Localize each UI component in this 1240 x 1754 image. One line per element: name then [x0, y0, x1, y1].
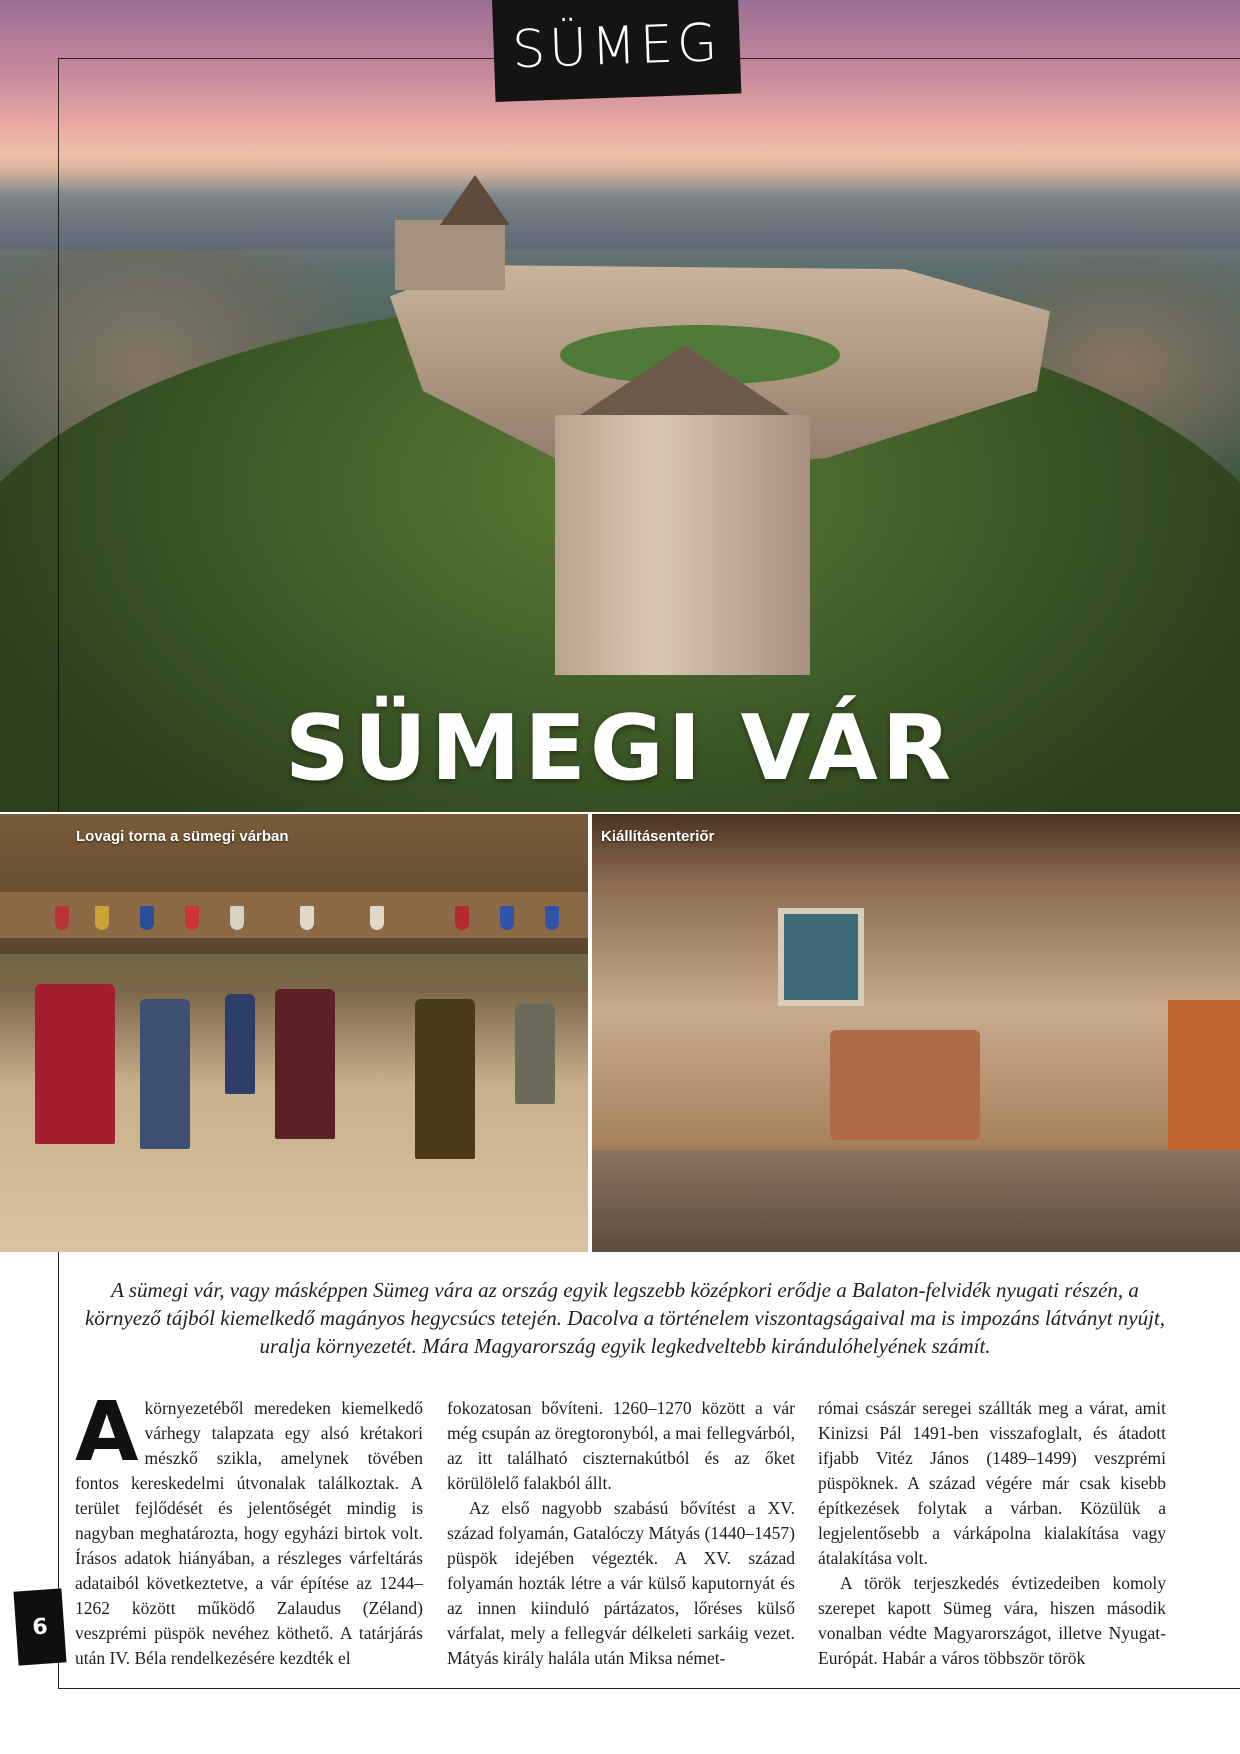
hero-title: SÜMEGI VÁR — [284, 696, 956, 801]
photo-caption-right: Kiállításenteriőr — [601, 828, 715, 845]
knight-figure — [515, 1004, 555, 1104]
shield-icon — [370, 906, 384, 930]
shield-icon — [95, 906, 109, 930]
shield-icon — [55, 906, 69, 930]
knight-figure — [35, 984, 115, 1144]
drop-cap: A — [75, 1385, 139, 1480]
distant-hills — [0, 190, 1240, 250]
intro-lead: A sümegi vár, vagy másképpen Sümeg vára az ország egyik legszebb középkori erődje a Balaton-felvidék nyugati részén, a környező tájból kiemelkedő magányos hegycsúcs tetején. Dacolva a történelem viszontagságaival ma is impozáns látványt nyújt, uralja környezetét. Mára Magyarország egyik legkedveltebb kirándulóhelyének számít. — [84, 1278, 1166, 1358]
tournament-photo — [0, 814, 588, 1252]
shield-icon — [140, 906, 154, 930]
article-column-1 — [75, 1385, 423, 1671]
page-number-badge — [13, 1588, 66, 1665]
knight-figure — [225, 994, 255, 1094]
section-tag-label: SÜMEG — [511, 13, 723, 81]
interior-bed — [830, 1030, 980, 1140]
knight-figure — [275, 989, 335, 1139]
knight-figure — [415, 999, 475, 1159]
section-tag — [492, 0, 741, 102]
shield-icon — [455, 906, 469, 930]
photo-caption-left: Lovagi torna a sümegi várban — [76, 828, 289, 845]
frame-line-bottom — [58, 1688, 1240, 1689]
knight-figure — [140, 999, 190, 1149]
article-text: környezetéből meredeken kiemelkedő várhegy talapzata egy alsó krétakori mészkő szikla, amelynek tövében fontos kereskedelmi útvonalak találkoztak. A terület fejlődését és jelentőségét mindig is nagyban meghatározta, hogy egyházi birtok volt. Írásos adatok hiányában, a részleges várfeltárás adataiból következtetve, a vár építése az 1244–1262 között működő Zalaudus (Zéland) veszprémi püspök nevéhez köthető. A tatárjárás után IV. Béla rendelkezésére kezdték el — [75, 1398, 423, 1668]
article-paragraph: A török terjeszkedés évtizedeiben komoly szerepet kapott Sümeg vára, hiszen második vonalban védte Magyarországot, illetve Nyugat-Európát. Habár a város többször török — [818, 1573, 1166, 1668]
shield-icon — [185, 906, 199, 930]
shield-icon — [300, 906, 314, 930]
article-column-2 — [447, 1396, 795, 1671]
article-paragraph: Az első nagyobb szabású bővítést a XV. század folyamán, Gatalóczy Mátyás (1440–1457) püspök idejében végezték. A XV. század folyamán hozták létre a vár külső kaputornyát és az innen kiinduló pártázatos, lőréses külső várfalat, mely a fellegvár délkeleti sarkáig vezet. Mátyás király halála után Miksa német- — [447, 1498, 795, 1668]
article-paragraph: római császár seregei szállták meg a várat, amit Kinizsi Pál 1491-ben visszafoglalt, és átadott ifjabb Vitéz János (1489–1499) veszprémi püspöknek. A század végére már csak kisebb építkezések folytak a várban. Közülük a legjelentősebb a várkápolna kialakítása vagy átalakítása volt. — [818, 1398, 1166, 1568]
shield-icon — [500, 906, 514, 930]
castle-keep — [395, 220, 505, 290]
interior-floor — [592, 1150, 1240, 1252]
shield-icon — [230, 906, 244, 930]
interior-window — [778, 908, 864, 1006]
article-column-3 — [818, 1396, 1166, 1671]
hero-photo — [0, 0, 1240, 812]
page-number: 6 — [31, 1613, 49, 1641]
shield-icon — [545, 906, 559, 930]
article-paragraph: fokozatosan bővíteni. 1260–1270 között a vár még csupán az öregtoronyból, a mai fellegvárból, az itt található ciszternakútból és az őket körülölelő falakból állt. — [447, 1398, 795, 1493]
castle-tower — [555, 415, 810, 675]
